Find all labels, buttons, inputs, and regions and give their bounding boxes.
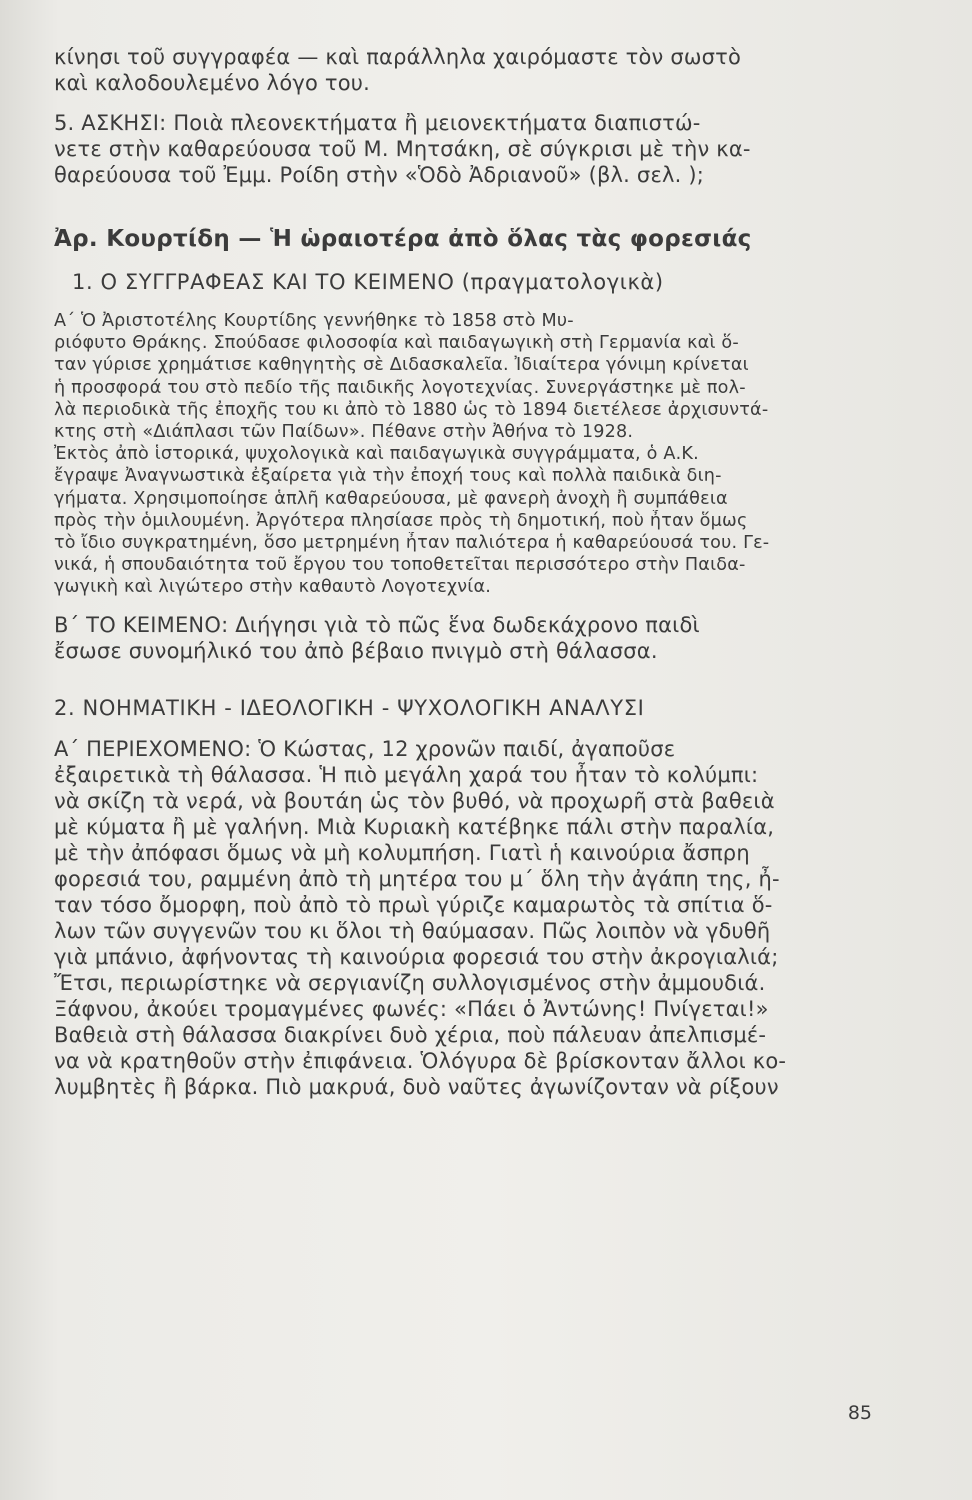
author-heading: Ἀρ. Κουρτίδη — Ἡ ὡραιοτέρα ἀπὸ ὅλας τὰς φορεσιάς (54, 226, 752, 252)
content-line: νὰ σκίζη τὰ νερά, νὰ βουτάη ὡς τὸν βυθό, νὰ προχωρῆ στὰ βαθειὰ (54, 789, 775, 814)
intro-paragraph (54, 44, 874, 96)
content-line: Ξάφνου, ἀκούει τρομαγμένες φωνές: «Πάει ὁ Ἀντώνης! Πνίγεται!» (54, 997, 769, 1022)
content-line: Ἔτσι, περιωρίστηκε νὰ σεργιανίζη συλλογισμένος στὴν ἀμμουδιά. (54, 971, 766, 996)
text-summary-paragraph (54, 612, 874, 664)
section-heading-author-and-text: 1. Ο ΣΥΓΓΡΑΦΕΑΣ ΚΑΙ ΤΟ ΚΕΙΜΕΝΟ (πραγματολογικὰ) (72, 270, 664, 294)
exercise-line: θαρεύουσα τοῦ Ἐμμ. Ροίδη στὴν «Ὁδὸ Ἀδριανοῦ» (βλ. σελ. ); (54, 163, 705, 187)
biography-line: γωγικὴ καὶ λιγώτερο στὴν καθαυτὸ Λογοτεχνία. (54, 577, 492, 598)
content-line: λων τῶν συγγενῶν του κι ὅλοι τὴ θαύμασαν. Πῶς λοιπὸν νὰ γδυθῆ (54, 919, 771, 944)
exercise-line: νετε στὴν καθαρεύουσα τοῦ Μ. Μητσάκη, σὲ σύγκρισι μὲ τὴν κα- (54, 137, 751, 161)
content-line: φορεσιά του, ραμμένη ἀπὸ τὴ μητέρα του μ΄ ὅλη τὴν ἀγάπη της, ἦ- (54, 867, 780, 892)
exercise-line: 5. ΑΣΚΗΣΙ: Ποιὰ πλεονεκτήματα ἢ μειονεκτήματα διαπιστώ- (54, 111, 701, 135)
exercise-paragraph (54, 110, 874, 188)
text-column (54, 44, 874, 1100)
biography-line: γήματα. Χρησιμοποίησε ἁπλῆ καθαρεύουσα, μὲ φανερὴ ἀνοχὴ ἢ συμπάθεια (54, 488, 728, 509)
summary-line: Β΄ ΤΟ ΚΕΙΜΕΝΟ: Διήγησι γιὰ τὸ πῶς ἕνα δωδεκάχρονο παιδὶ (54, 613, 700, 638)
content-line: Βαθειὰ στὴ θάλασσα διακρίνει δυὸ χέρια, ποὺ πάλευαν ἀπελπισμέ- (54, 1023, 767, 1048)
biography-line: ριόφυτο Θράκης. Σπούδασε φιλοσοφία καὶ παιδαγωγικὴ στὴ Γερμανία καὶ ὅ- (54, 333, 739, 354)
content-line: μὲ τὴν ἀπόφασι ὅμως νὰ μὴ κολυμπήση. Γιατὶ ἡ καινούρια ἄσπρη (54, 841, 750, 866)
biography-line: πρὸς τὴν ὁμιλουμένη. Ἀργότερα πλησίασε πρὸς τὴ δημοτική, ποὺ ἦταν ὅμως (54, 510, 748, 531)
content-line: λυμβητὲς ἢ βάρκα. Πιὸ μακρυά, δυὸ ναῦτες ἀγωνίζονταν νὰ ρίξουν (54, 1075, 779, 1100)
page-number: 85 (847, 1402, 872, 1424)
biography-line: κτης στὴ «Διάπλασι τῶν Παίδων». Πέθανε στὴν Ἀθήνα τὸ 1928. (54, 421, 634, 442)
biography-line: ἔγραψε Ἀναγνωστικὰ ἐξαίρετα γιὰ τὴν ἐποχή τους καὶ πολλὰ παιδικὰ διη- (54, 466, 722, 487)
biography-line: νικά, ἡ σπουδαιότητα τοῦ ἔργου του τοποθετεῖται περισσότερο στὴν Παιδα- (54, 555, 746, 576)
biography-line: λὰ περιοδικὰ τῆς ἐποχῆς του κι ἀπὸ τὸ 1880 ὡς τὸ 1894 διετέλεσε ἀρχισυντά- (54, 399, 769, 420)
text-line: κίνησι τοῦ συγγραφέα — καὶ παράλληλα χαιρόμαστε τὸν σωστὸ (54, 45, 742, 69)
biography-line: ταν γύρισε χρημάτισε καθηγητὴς σὲ Διδασκαλεῖα. Ἰδιαίτερα γόνιμη κρίνεται (54, 355, 749, 376)
biography-line: τὸ ἴδιο συγκρατημένη, ὅσο μετρημένη ἦταν παλιότερα ἡ καθαρεύουσά του. Γε- (54, 532, 770, 553)
summary-line: ἔσωσε συνομήλικό του ἀπὸ βέβαιο πνιγμὸ στὴ θάλασσα. (54, 639, 658, 664)
biography-line: Α΄ Ὁ Ἀριστοτέλης Κουρτίδης γεννήθηκε τὸ 1858 στὸ Μυ- (54, 311, 574, 331)
section-heading-analysis: 2. ΝΟΗΜΑΤΙΚΗ - ΙΔΕΟΛΟΓΙΚΗ - ΨΥΧΟΛΟΓΙΚΗ ΑΝΑΛΥΣΙ (54, 696, 645, 721)
content-line: ταν τόσο ὄμορφη, ποὺ ἀπὸ τὸ πρωὶ γύριζε καμαρωτὸς τὰ σπίτια ὅ- (54, 893, 773, 918)
biography-line: ἡ προσφορά του στὸ πεδίο τῆς παιδικῆς λογοτεχνίας. Συνεργάστηκε μὲ πολ- (54, 377, 746, 398)
content-paragraph (54, 736, 874, 1100)
content-line: ἐξαιρετικὰ τὴ θάλασσα. Ἡ πιὸ μεγάλη χαρά του ἦταν τὸ κολύμπι: (54, 763, 759, 788)
content-line: μὲ κύματα ἢ μὲ γαλήνη. Μιὰ Κυριακὴ κατέβηκε πάλι στὴν παραλία, (54, 815, 775, 840)
text-line: καὶ καλοδουλεμένο λόγο του. (54, 71, 371, 95)
content-line: Α΄ ΠΕΡΙΕΧΟΜΕΝΟ: Ὁ Κώστας, 12 χρονῶν παιδί, ἀγαποῦσε (54, 737, 676, 762)
author-biography-paragraph (54, 310, 874, 598)
biography-line: Ἐκτὸς ἀπὸ ἱστορικά, ψυχολογικὰ καὶ παιδαγωγικὰ συγγράμματα, ὁ Α.Κ. (54, 444, 699, 465)
content-line: να νὰ κρατηθοῦν στὴν ἐπιφάνεια. Ὁλόγυρα δὲ βρίσκονταν ἄλλοι κο- (54, 1049, 787, 1074)
content-line: γιὰ μπάνιο, ἀφήνοντας τὴ καινούρια φορεσιά του στὴν ἀκρογιαλιά; (54, 945, 779, 970)
